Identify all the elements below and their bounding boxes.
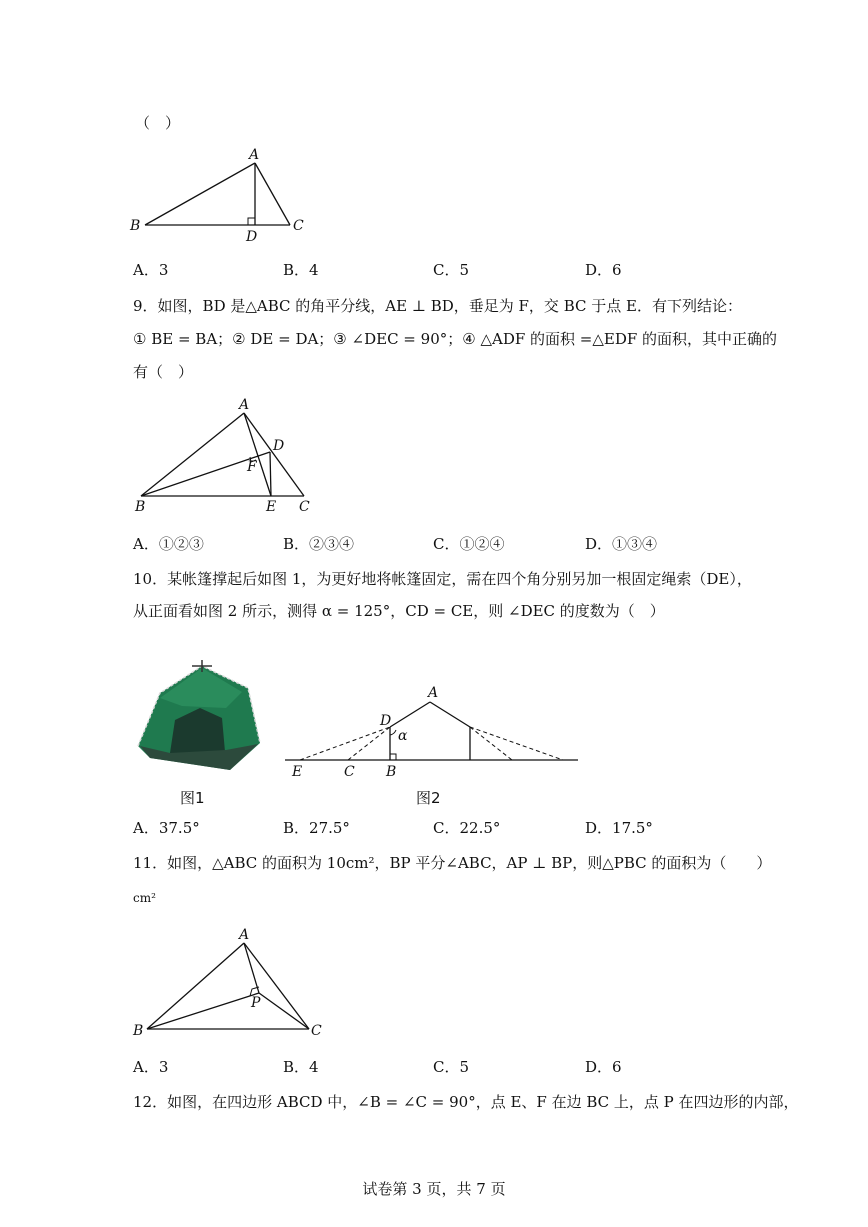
label-alpha: α (398, 728, 408, 744)
q8-option-c: C．5 (433, 261, 470, 279)
q11-option-d: D．6 (585, 1058, 622, 1076)
q10-option-d: D．17.5° (585, 819, 653, 837)
label-P: P (251, 995, 261, 1011)
q10-stem-line2: 从正面看如图 2 所示，测得 α = 125°，CD = CE，则 ∠DEC 的度数为（ ） (133, 602, 665, 620)
q10-option-c: C．22.5° (433, 819, 501, 837)
q8-option-d: D．6 (585, 261, 622, 279)
label-E: E (292, 764, 303, 780)
figure-1-caption: 图1 (180, 789, 205, 807)
q9-option-a: A．①②③ (133, 535, 204, 553)
label-B: B (135, 499, 146, 515)
label-A: A (239, 927, 250, 943)
q11-option-b: B．4 (283, 1058, 319, 1076)
q8-option-b: B．4 (283, 261, 319, 279)
label-A: A (239, 397, 250, 413)
figure-2-caption: 图2 (416, 789, 441, 807)
q11-unit: cm² (133, 891, 156, 905)
label-A: A (249, 147, 260, 163)
label-B: B (130, 218, 141, 234)
label-D: D (380, 713, 392, 729)
q9-stem-line1: 9．如图，BD 是△ABC 的角平分线，AE ⊥ BD，垂足为 F，交 BC 于点 E．有下列结论： (133, 297, 742, 315)
label-C: C (311, 1023, 322, 1039)
q12-stem-line1: 12．如图，在四边形 ABCD 中，∠B = ∠C = 90°，点 E、F 在边 BC 上，点 P 在四边形的内部， (133, 1093, 799, 1111)
label-B: B (133, 1023, 144, 1039)
page-footer: 试卷第 3 页，共 7 页 (362, 1180, 506, 1198)
label-C: C (344, 764, 355, 780)
label-A: A (428, 685, 439, 701)
q11-stem-line1: 11．如图，△ABC 的面积为 10cm²，BP 平分∠ABC，AP ⊥ BP，则△PBC 的面积为（ ） (133, 854, 772, 872)
label-C: C (299, 499, 310, 515)
q10-stem-line1: 10．某帐篷撑起后如图 1，为更好地将帐篷固定，需在四个角分别另加一根固定绳索（DE）， (133, 570, 752, 588)
q10-option-a: A．37.5° (133, 819, 200, 837)
label-E: E (266, 499, 277, 515)
label-D: D (273, 438, 285, 454)
q9-stem-line2: ① BE = BA；② DE = DA；③ ∠DEC = 90°；④ △ADF 的面积 =△EDF 的面积，其中正确的 (133, 330, 778, 348)
q8-option-a: A．3 (133, 261, 169, 279)
q9-stem-line3: 有（ ） (133, 363, 194, 381)
label-D: D (246, 229, 258, 245)
q11-option-a: A．3 (133, 1058, 169, 1076)
answer-paren: （ ） (135, 114, 181, 132)
q11-option-c: C．5 (433, 1058, 470, 1076)
q10-option-b: B．27.5° (283, 819, 350, 837)
q8-triangle-figure (125, 145, 325, 245)
q11-triangle-figure (125, 925, 335, 1045)
label-B: B (386, 764, 397, 780)
label-F: F (247, 459, 257, 475)
q9-option-c: C．①②④ (433, 535, 505, 553)
tent-front-view-figure (280, 680, 585, 780)
q9-option-d: D．①③④ (585, 535, 658, 553)
tent-photo (130, 658, 265, 778)
label-C: C (293, 218, 304, 234)
q9-option-b: B．②③④ (283, 535, 355, 553)
q9-triangle-figure (125, 395, 325, 520)
